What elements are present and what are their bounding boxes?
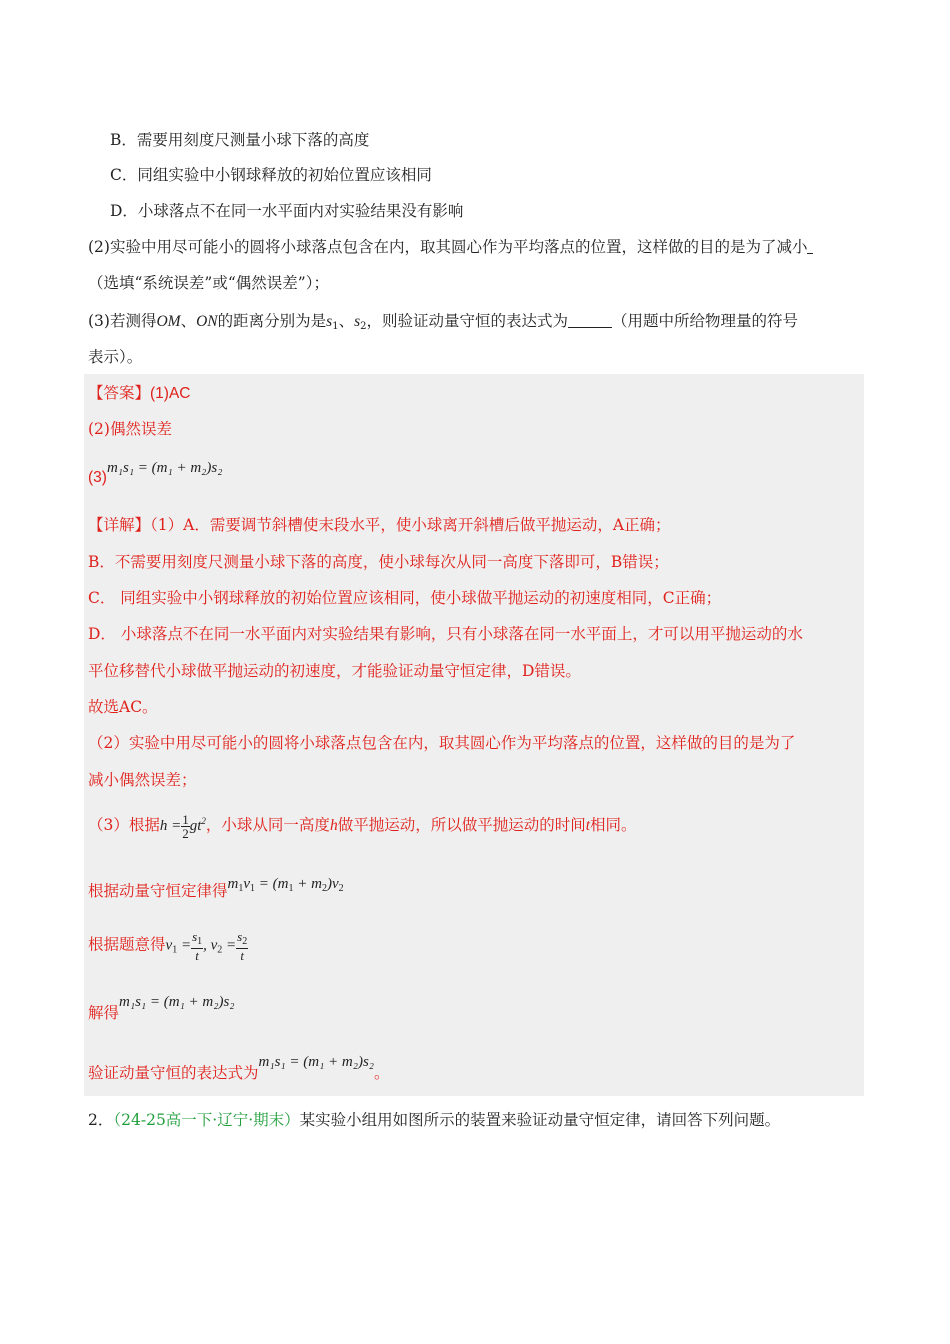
detail-3: C． 同组实验中小钢球释放的初始位置应该相同，使小球做平抛运动的初速度相同，C正确； bbox=[88, 589, 722, 607]
question-2: 2．（24-25高一下·辽宁·期末）某实验小组用如图所示的装置来验证动量守恒定律，请回答下列问题。 bbox=[88, 1111, 781, 1129]
answer-1: 【答案】(1)AC bbox=[88, 384, 191, 402]
question-part2-cont: （选填“系统误差”或“偶然误差”）； bbox=[88, 274, 329, 292]
detail-8: 减小偶然误差； bbox=[88, 771, 197, 789]
detail-5: 平位移替代小球做平抛运动的初速度，才能验证动量守恒定律，D错误。 bbox=[88, 662, 581, 680]
final-formula: m₁s₁ = (m₁ + m₂)s₂ bbox=[258, 1054, 374, 1070]
detail-1: 【详解】（1）A．需要调节斜槽使末段水平，使小球离开斜槽后做平抛运动，A正确； bbox=[88, 516, 671, 534]
velocity-formula: $v_1$ = $\frac{s_1}{t}$ , $v_2$ = $\frac{s_2}{t}$ bbox=[165, 929, 248, 963]
detail-2: B．不需要用刻度尺测量小球下落的高度，使小球每次从同一高度下落即可，B错误； bbox=[88, 553, 669, 571]
answer-blank bbox=[568, 313, 612, 328]
detail-10: 根据动量守恒定律得$m_1v_1 = (m_1 + m_2)v_2$ bbox=[88, 872, 344, 900]
detail-7: （2）实验中用尽可能小的圆将小球落点包含在内，取其圆心作为平均落点的位置，这样做的目的是为了 bbox=[88, 734, 796, 752]
option-c: C．同组实验中小钢球释放的初始位置应该相同 bbox=[110, 166, 432, 184]
solution-formula: m₁s₁ = (m₁ + m₂)s₂ bbox=[119, 994, 235, 1010]
fall-time-formula: h = $\frac{1}{2}$ $gt^2$ bbox=[159, 812, 206, 842]
detail-4: D． 小球落点不在同一水平面内对实验结果有影响，只有小球落在同一水平面上，才可以用平抛运动的水 bbox=[88, 625, 803, 643]
momentum-formula: $m_1v_1 = (m_1 + m_2)v_2$ bbox=[227, 876, 344, 894]
option-d: D．小球落点不在同一水平面内对实验结果没有影响 bbox=[110, 202, 464, 220]
detail-11: 根据题意得$v_1$ = $\frac{s_1}{t}$ , $v_2$ = $\frac{s_2}{t}$ bbox=[88, 929, 248, 963]
answer-formula: m₁s₁ = (m₁ + m₂)s₂ bbox=[106, 460, 223, 476]
answer-2: (2)偶然误差 bbox=[88, 420, 172, 438]
detail-9: （3）根据h = $\frac{1}{2}$ $gt^2$，小球从同一高度h做平抛运动，所以做平抛运动的时间t相同。 bbox=[88, 810, 637, 840]
answer-blank bbox=[807, 239, 813, 254]
detail-12: 解得m₁s₁ = (m₁ + m₂)s₂ bbox=[88, 990, 235, 1013]
question-source: （24-25高一下·辽宁·期末） bbox=[113, 1111, 300, 1129]
answer-3: (3)m₁s₁ = (m₁ + m₂)s₂ bbox=[88, 456, 222, 479]
detail-13: 验证动量守恒的表达式为m₁s₁ = (m₁ + m₂)s₂。 bbox=[88, 1050, 390, 1073]
question-part3-cont: 表示）。 bbox=[88, 348, 143, 366]
option-b: B．需要用刻度尺测量小球下落的高度 bbox=[110, 131, 370, 149]
question-part3: (3)若测得OM、ON的距离分别为是$s_1$、$s_2$，则验证动量守恒的表达式为 （用题中所给物理量的符号 bbox=[88, 312, 799, 332]
question-part2: (2)实验中用尽可能小的圆将小球落点包含在内，取其圆心作为平均落点的位置，这样做的目的是为了减小 bbox=[88, 236, 813, 258]
detail-6: 故选AC。 bbox=[88, 698, 158, 716]
